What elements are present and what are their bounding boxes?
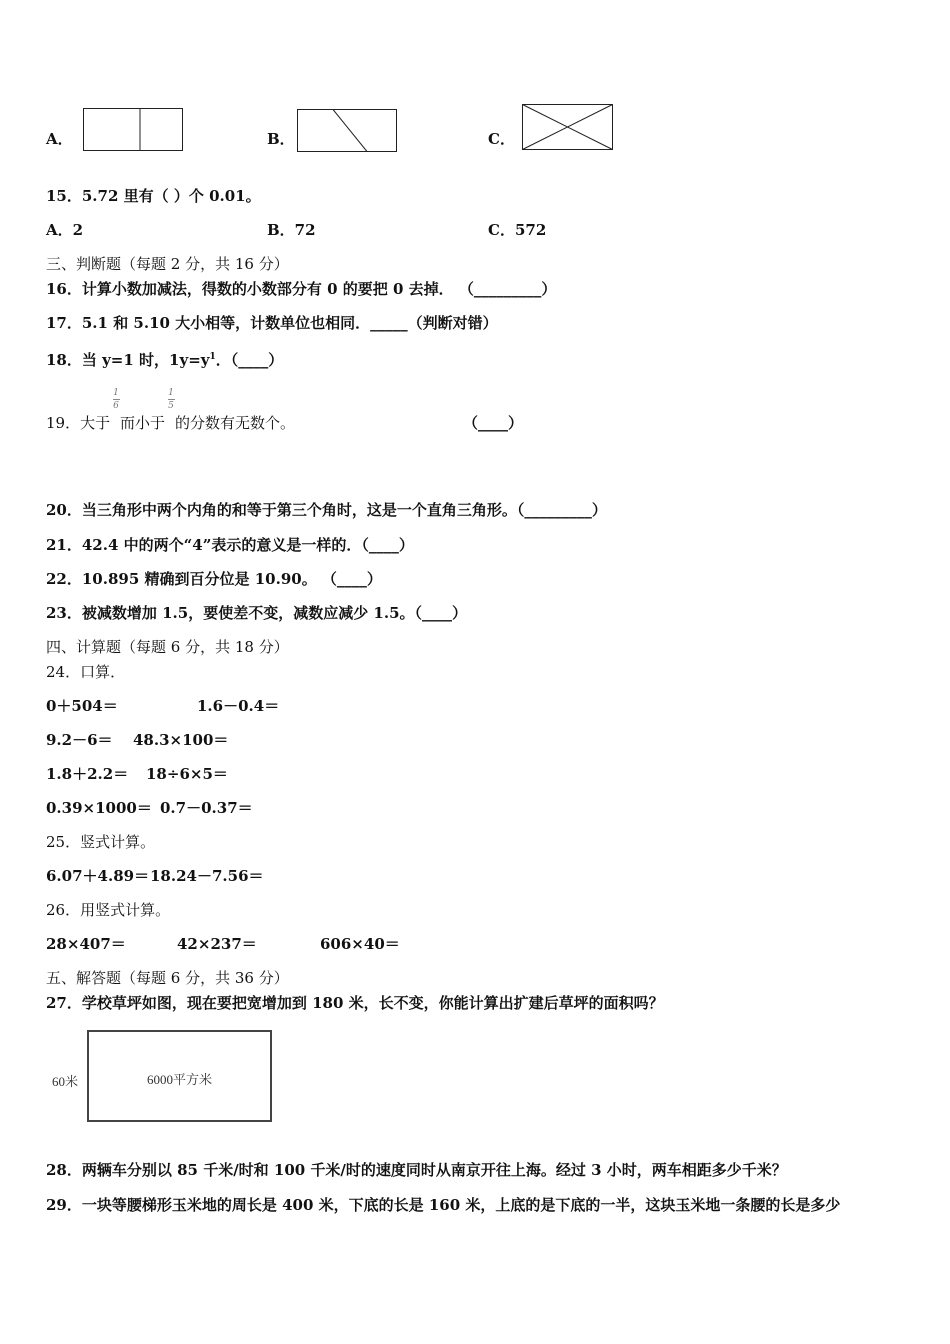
- option-b-figure: [297, 109, 398, 153]
- mental-calc-1a: 0＋504＝: [46, 697, 118, 715]
- vertical-calc-4: 42×237＝: [177, 935, 257, 953]
- mental-calc-1b: 1.6－0.4＝: [197, 697, 280, 715]
- mental-calc-4b: 0.7－0.37＝: [160, 799, 253, 817]
- question-28: 28．两辆车分别以 85 千米/时和 100 千米/时的速度同时从南京开往上海。经过 3 小时，两车相距多少千米？: [46, 1161, 787, 1179]
- fraction-one-fifth: 1 5: [168, 388, 174, 411]
- question-18: 18．当 y=1 时，$1y=y^1$．（____）: [46, 351, 284, 369]
- question-19-part1: 19．大于: [46, 414, 111, 432]
- question-22: 22．10.895 精确到百分位是 10.90。 （____）: [46, 570, 382, 588]
- mental-calc-3a: 1.8＋2.2＝: [46, 765, 129, 783]
- vertical-calc-3: 28×407＝: [46, 935, 126, 953]
- option-a-label: A．: [46, 130, 73, 148]
- option-a-figure: [83, 108, 184, 152]
- question-16: 16．计算小数加减法，得数的小数部分有 0 的要把 0 去掉． （_________）: [46, 280, 557, 298]
- mental-calc-3b: 18÷6×5＝: [146, 765, 228, 783]
- question-20: 20．当三角形中两个内角的和等于第三个角时，这是一个直角三角形。（_________）: [46, 501, 607, 519]
- vertical-calc-1: 6.07＋4.89＝: [46, 867, 150, 885]
- question-29: 29．一块等腰梯形玉米地的周长是 400 米，下底的长是 160 米，上底的是下底的一半，这块玉米地一条腰的长是多少: [46, 1196, 841, 1214]
- option-c-figure: [522, 104, 614, 151]
- question-21: 21．42.4 中的两个“4”表示的意义是一样的．（____）: [46, 536, 414, 554]
- lawn-width-label: 60米: [52, 1074, 79, 1089]
- question-15: 15．5.72 里有（ ）个 0.01。: [46, 187, 261, 205]
- mental-calc-2a: 9.2－6＝: [46, 731, 113, 749]
- question-17: 17．5.1 和 5.10 大小相等，计数单位也相同．_____（判断对错）: [46, 314, 498, 332]
- vertical-calc-5: 606×40＝: [320, 935, 400, 953]
- question-19-blank: （____）: [463, 414, 524, 432]
- section-5-title: 五、解答题（每题 6 分，共 36 分）: [46, 969, 289, 987]
- question-19-part2: 而小于: [120, 414, 166, 432]
- q15-option-b: B．72: [267, 221, 316, 239]
- vertical-calc-2: 18.24－7.56＝: [150, 867, 264, 885]
- q15-option-c: C．572: [488, 221, 547, 239]
- lawn-area-label: 6000平方米: [146, 1072, 212, 1087]
- question-26-title: 26．用竖式计算。: [46, 901, 171, 919]
- q15-option-a: A．2: [46, 221, 84, 239]
- question-27: 27．学校草坪如图，现在要把宽增加到 180 米，长不变，你能计算出扩建后草坪的面积吗？: [46, 994, 664, 1012]
- mental-calc-2b: 48.3×100＝: [133, 731, 229, 749]
- question-19-part3: 的分数有无数个。: [175, 414, 296, 432]
- question-23: 23．被减数增加 1.5，要使差不变，减数应减少 1.5。（____）: [46, 604, 468, 622]
- fraction-one-sixth: 1 6: [113, 388, 119, 411]
- option-b-label: B．: [267, 130, 295, 148]
- option-c-label: C．: [488, 130, 515, 148]
- question-24-title: 24．口算．: [46, 663, 126, 681]
- mental-calc-4a: 0.39×1000＝: [46, 799, 152, 817]
- question-25-title: 25．竖式计算。: [46, 833, 156, 851]
- section-3-title: 三、判断题（每题 2 分，共 16 分）: [46, 255, 289, 273]
- section-4-title: 四、计算题（每题 6 分，共 18 分）: [46, 638, 289, 656]
